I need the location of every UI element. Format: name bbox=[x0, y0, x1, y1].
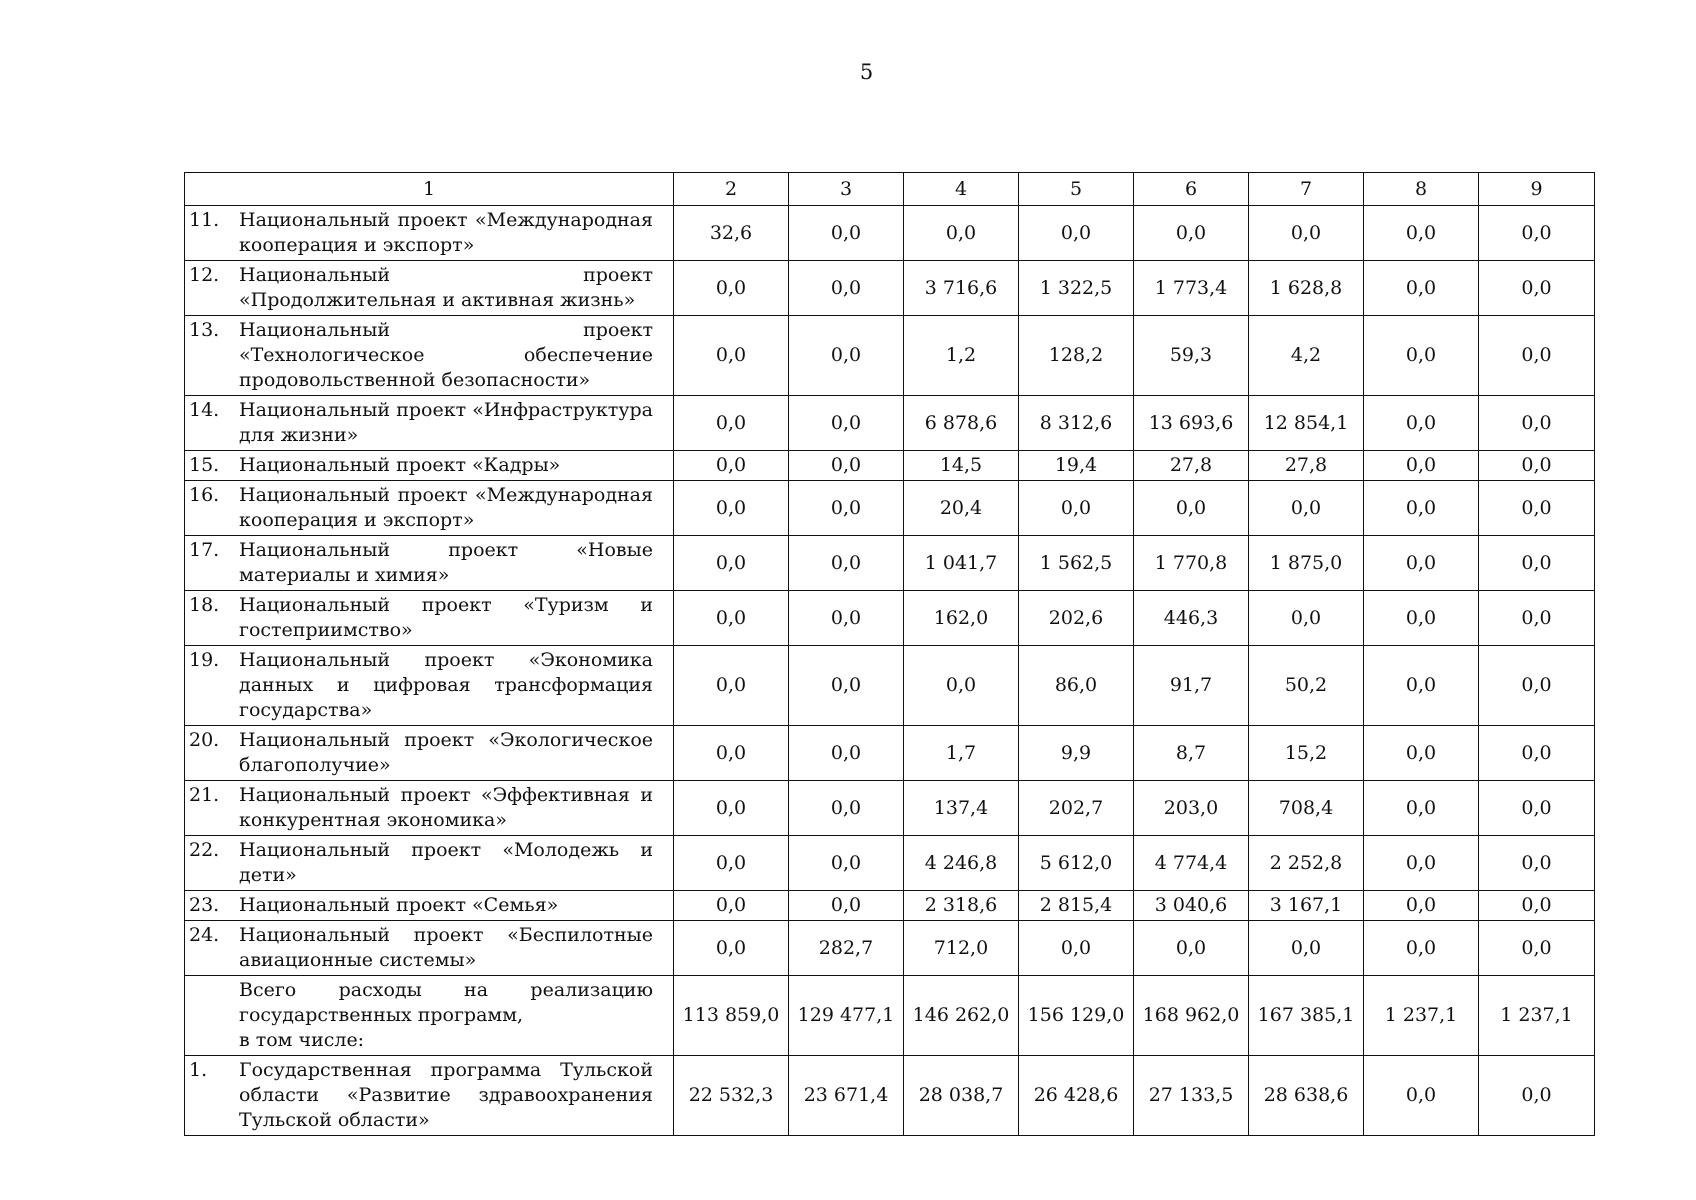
value-cell: 1 770,8 bbox=[1134, 536, 1249, 591]
budget-table bbox=[184, 172, 1595, 1136]
column-header: 8 bbox=[1364, 173, 1479, 206]
value-cell: 4,2 bbox=[1249, 316, 1364, 396]
value-cell: 0,0 bbox=[789, 481, 904, 536]
value-cell: 0,0 bbox=[1249, 481, 1364, 536]
value-cell: 0,0 bbox=[674, 316, 789, 396]
column-header: 3 bbox=[789, 173, 904, 206]
table-row bbox=[185, 481, 1595, 536]
row-number: 12. bbox=[189, 264, 220, 286]
value-cell: 0,0 bbox=[1479, 536, 1595, 591]
value-cell: 0,0 bbox=[1364, 206, 1479, 261]
table-row bbox=[185, 261, 1595, 316]
value-cell: 0,0 bbox=[789, 451, 904, 481]
row-name-cell bbox=[185, 591, 674, 646]
value-cell: 168 962,0 bbox=[1134, 976, 1249, 1056]
value-cell: 2 318,6 bbox=[904, 891, 1019, 921]
value-cell: 2 815,4 bbox=[1019, 891, 1134, 921]
value-cell: 0,0 bbox=[1134, 481, 1249, 536]
value-cell: 27,8 bbox=[1134, 451, 1249, 481]
table-row bbox=[185, 921, 1595, 976]
column-header: 5 bbox=[1019, 173, 1134, 206]
row-name-cell bbox=[185, 396, 674, 451]
value-cell: 0,0 bbox=[1019, 921, 1134, 976]
value-cell: 0,0 bbox=[1479, 1056, 1595, 1136]
value-cell: 91,7 bbox=[1134, 646, 1249, 726]
table-row bbox=[185, 726, 1595, 781]
value-cell: 0,0 bbox=[1364, 836, 1479, 891]
value-cell: 12 854,1 bbox=[1249, 396, 1364, 451]
value-cell: 0,0 bbox=[674, 481, 789, 536]
row-label: Национальный проект «Инфраструктура для жизни» bbox=[239, 399, 653, 446]
value-cell: 0,0 bbox=[674, 261, 789, 316]
value-cell: 0,0 bbox=[789, 726, 904, 781]
value-cell: 0,0 bbox=[1364, 891, 1479, 921]
table-row bbox=[185, 1056, 1595, 1136]
value-cell: 0,0 bbox=[1364, 646, 1479, 726]
value-cell: 0,0 bbox=[674, 891, 789, 921]
value-cell: 59,3 bbox=[1134, 316, 1249, 396]
row-label: Государственная программа Тульской области «Развитие здравоохранения Тульской области» bbox=[239, 1059, 653, 1131]
value-cell: 0,0 bbox=[1249, 206, 1364, 261]
value-cell: 15,2 bbox=[1249, 726, 1364, 781]
value-cell: 0,0 bbox=[1134, 206, 1249, 261]
value-cell: 0,0 bbox=[1479, 316, 1595, 396]
value-cell: 0,0 bbox=[674, 396, 789, 451]
value-cell: 202,7 bbox=[1019, 781, 1134, 836]
value-cell: 203,0 bbox=[1134, 781, 1249, 836]
value-cell: 128,2 bbox=[1019, 316, 1134, 396]
value-cell: 0,0 bbox=[1479, 206, 1595, 261]
value-cell: 167 385,1 bbox=[1249, 976, 1364, 1056]
value-cell: 708,4 bbox=[1249, 781, 1364, 836]
row-name-cell bbox=[185, 921, 674, 976]
value-cell: 0,0 bbox=[904, 206, 1019, 261]
row-label: Национальный проект «Международная кооперация и экспорт» bbox=[239, 209, 653, 256]
row-number: 19. bbox=[189, 649, 220, 671]
value-cell: 0,0 bbox=[1364, 451, 1479, 481]
value-cell: 0,0 bbox=[674, 591, 789, 646]
row-label: Национальный проект «Новые материалы и химия» bbox=[239, 539, 653, 586]
row-name-cell bbox=[185, 836, 674, 891]
value-cell: 1 237,1 bbox=[1479, 976, 1595, 1056]
value-cell: 0,0 bbox=[1479, 836, 1595, 891]
row-name-cell bbox=[185, 316, 674, 396]
value-cell: 1 628,8 bbox=[1249, 261, 1364, 316]
value-cell: 0,0 bbox=[789, 891, 904, 921]
value-cell: 0,0 bbox=[789, 206, 904, 261]
table-row bbox=[185, 206, 1595, 261]
table-row bbox=[185, 781, 1595, 836]
row-number: 18. bbox=[189, 594, 220, 616]
value-cell: 0,0 bbox=[1364, 481, 1479, 536]
row-label: Национальный проект «Беспилотные авиационные системы» bbox=[239, 924, 653, 971]
value-cell: 3 040,6 bbox=[1134, 891, 1249, 921]
value-cell: 0,0 bbox=[1479, 891, 1595, 921]
table-row bbox=[185, 976, 1595, 1056]
row-number: 16. bbox=[189, 484, 220, 506]
table-row bbox=[185, 891, 1595, 921]
value-cell: 712,0 bbox=[904, 921, 1019, 976]
value-cell: 0,0 bbox=[1479, 396, 1595, 451]
value-cell: 137,4 bbox=[904, 781, 1019, 836]
value-cell: 0,0 bbox=[1019, 481, 1134, 536]
value-cell: 32,6 bbox=[674, 206, 789, 261]
row-name-cell bbox=[185, 206, 674, 261]
row-name-cell bbox=[185, 781, 674, 836]
row-label: Национальный проект «Технологическое обеспечение продовольственной безопасности» bbox=[239, 319, 653, 391]
row-label: Национальный проект «Международная кооперация и экспорт» bbox=[239, 484, 653, 531]
value-cell: 1 322,5 bbox=[1019, 261, 1134, 316]
value-cell: 0,0 bbox=[789, 781, 904, 836]
value-cell: 13 693,6 bbox=[1134, 396, 1249, 451]
value-cell: 156 129,0 bbox=[1019, 976, 1134, 1056]
row-number: 22. bbox=[189, 839, 220, 861]
value-cell: 0,0 bbox=[674, 836, 789, 891]
value-cell: 0,0 bbox=[1249, 921, 1364, 976]
value-cell: 86,0 bbox=[1019, 646, 1134, 726]
row-name-cell bbox=[185, 481, 674, 536]
value-cell: 22 532,3 bbox=[674, 1056, 789, 1136]
row-label: Всего расходы на реализацию государственных программ, в том числе: bbox=[239, 979, 653, 1051]
value-cell: 6 878,6 bbox=[904, 396, 1019, 451]
value-cell: 0,0 bbox=[1364, 396, 1479, 451]
value-cell: 28 638,6 bbox=[1249, 1056, 1364, 1136]
value-cell: 1 041,7 bbox=[904, 536, 1019, 591]
value-cell: 129 477,1 bbox=[789, 976, 904, 1056]
value-cell: 0,0 bbox=[789, 536, 904, 591]
value-cell: 50,2 bbox=[1249, 646, 1364, 726]
table-row bbox=[185, 646, 1595, 726]
row-name-cell bbox=[185, 536, 674, 591]
value-cell: 3 167,1 bbox=[1249, 891, 1364, 921]
value-cell: 27 133,5 bbox=[1134, 1056, 1249, 1136]
value-cell: 19,4 bbox=[1019, 451, 1134, 481]
row-number: 1. bbox=[189, 1059, 208, 1081]
row-number: 23. bbox=[189, 894, 220, 916]
row-number: 13. bbox=[189, 319, 220, 341]
column-header: 4 bbox=[904, 173, 1019, 206]
page-number: 5 bbox=[859, 60, 874, 84]
row-number: 11. bbox=[189, 209, 220, 231]
value-cell: 0,0 bbox=[1479, 591, 1595, 646]
value-cell: 0,0 bbox=[789, 396, 904, 451]
row-number: 21. bbox=[189, 784, 220, 806]
value-cell: 23 671,4 bbox=[789, 1056, 904, 1136]
value-cell: 0,0 bbox=[1479, 481, 1595, 536]
row-name-cell bbox=[185, 726, 674, 781]
column-number-header-row bbox=[185, 173, 1595, 206]
value-cell: 0,0 bbox=[789, 316, 904, 396]
table-row bbox=[185, 536, 1595, 591]
value-cell: 28 038,7 bbox=[904, 1056, 1019, 1136]
value-cell: 0,0 bbox=[1364, 781, 1479, 836]
value-cell: 3 716,6 bbox=[904, 261, 1019, 316]
value-cell: 1 562,5 bbox=[1019, 536, 1134, 591]
value-cell: 0,0 bbox=[1364, 726, 1479, 781]
value-cell: 0,0 bbox=[1479, 726, 1595, 781]
value-cell: 0,0 bbox=[1479, 781, 1595, 836]
column-header: 1 bbox=[185, 173, 674, 206]
value-cell: 0,0 bbox=[904, 646, 1019, 726]
row-number: 20. bbox=[189, 729, 220, 751]
value-cell: 0,0 bbox=[1134, 921, 1249, 976]
value-cell: 446,3 bbox=[1134, 591, 1249, 646]
value-cell: 0,0 bbox=[789, 646, 904, 726]
table-row bbox=[185, 591, 1595, 646]
row-label: Национальный проект «Эффективная и конкурентная экономика» bbox=[239, 784, 653, 831]
row-number: 24. bbox=[189, 924, 220, 946]
value-cell: 202,6 bbox=[1019, 591, 1134, 646]
table-row bbox=[185, 396, 1595, 451]
row-name-cell bbox=[185, 1056, 674, 1136]
row-label: Национальный проект «Кадры» bbox=[239, 454, 561, 476]
table-row bbox=[185, 316, 1595, 396]
row-label: Национальный проект «Туризм и гостеприимство» bbox=[239, 594, 653, 641]
value-cell: 1 773,4 bbox=[1134, 261, 1249, 316]
value-cell: 5 612,0 bbox=[1019, 836, 1134, 891]
value-cell: 1 237,1 bbox=[1364, 976, 1479, 1056]
value-cell: 0,0 bbox=[1019, 206, 1134, 261]
value-cell: 0,0 bbox=[1364, 1056, 1479, 1136]
value-cell: 0,0 bbox=[1364, 591, 1479, 646]
value-cell: 0,0 bbox=[674, 726, 789, 781]
value-cell: 4 774,4 bbox=[1134, 836, 1249, 891]
value-cell: 0,0 bbox=[1364, 316, 1479, 396]
value-cell: 8,7 bbox=[1134, 726, 1249, 781]
value-cell: 0,0 bbox=[1479, 921, 1595, 976]
value-cell: 0,0 bbox=[1479, 261, 1595, 316]
row-number: 17. bbox=[189, 539, 220, 561]
value-cell: 0,0 bbox=[789, 591, 904, 646]
row-name-cell bbox=[185, 451, 674, 481]
row-name-cell bbox=[185, 261, 674, 316]
value-cell: 0,0 bbox=[789, 261, 904, 316]
column-header: 9 bbox=[1479, 173, 1595, 206]
column-header: 2 bbox=[674, 173, 789, 206]
value-cell: 4 246,8 bbox=[904, 836, 1019, 891]
value-cell: 0,0 bbox=[674, 646, 789, 726]
value-cell: 1 875,0 bbox=[1249, 536, 1364, 591]
table-row bbox=[185, 451, 1595, 481]
column-header: 7 bbox=[1249, 173, 1364, 206]
row-label: Национальный проект «Молодежь и дети» bbox=[239, 839, 653, 886]
value-cell: 0,0 bbox=[674, 536, 789, 591]
row-label: Национальный проект «Семья» bbox=[239, 894, 559, 916]
value-cell: 162,0 bbox=[904, 591, 1019, 646]
value-cell: 27,8 bbox=[1249, 451, 1364, 481]
row-label: Национальный проект «Продолжительная и активная жизнь» bbox=[239, 264, 653, 311]
value-cell: 0,0 bbox=[1479, 451, 1595, 481]
row-number: 14. bbox=[189, 399, 220, 421]
value-cell: 1,2 bbox=[904, 316, 1019, 396]
value-cell: 1,7 bbox=[904, 726, 1019, 781]
row-name-cell bbox=[185, 891, 674, 921]
value-cell: 282,7 bbox=[789, 921, 904, 976]
value-cell: 0,0 bbox=[674, 921, 789, 976]
value-cell: 0,0 bbox=[1364, 921, 1479, 976]
row-label: Национальный проект «Экологическое благополучие» bbox=[239, 729, 653, 776]
value-cell: 20,4 bbox=[904, 481, 1019, 536]
table-row bbox=[185, 836, 1595, 891]
value-cell: 113 859,0 bbox=[674, 976, 789, 1056]
value-cell: 0,0 bbox=[1249, 591, 1364, 646]
value-cell: 9,9 bbox=[1019, 726, 1134, 781]
row-number: 15. bbox=[189, 454, 220, 476]
value-cell: 146 262,0 bbox=[904, 976, 1019, 1056]
value-cell: 2 252,8 bbox=[1249, 836, 1364, 891]
row-name-cell bbox=[185, 646, 674, 726]
value-cell: 0,0 bbox=[789, 836, 904, 891]
value-cell: 0,0 bbox=[674, 451, 789, 481]
value-cell: 0,0 bbox=[1479, 646, 1595, 726]
row-name-cell bbox=[185, 976, 674, 1056]
row-label: Национальный проект «Экономика данных и цифровая трансформация государства» bbox=[239, 649, 653, 721]
value-cell: 26 428,6 bbox=[1019, 1056, 1134, 1136]
column-header: 6 bbox=[1134, 173, 1249, 206]
value-cell: 14,5 bbox=[904, 451, 1019, 481]
value-cell: 0,0 bbox=[1364, 261, 1479, 316]
value-cell: 0,0 bbox=[674, 781, 789, 836]
value-cell: 0,0 bbox=[1364, 536, 1479, 591]
value-cell: 8 312,6 bbox=[1019, 396, 1134, 451]
